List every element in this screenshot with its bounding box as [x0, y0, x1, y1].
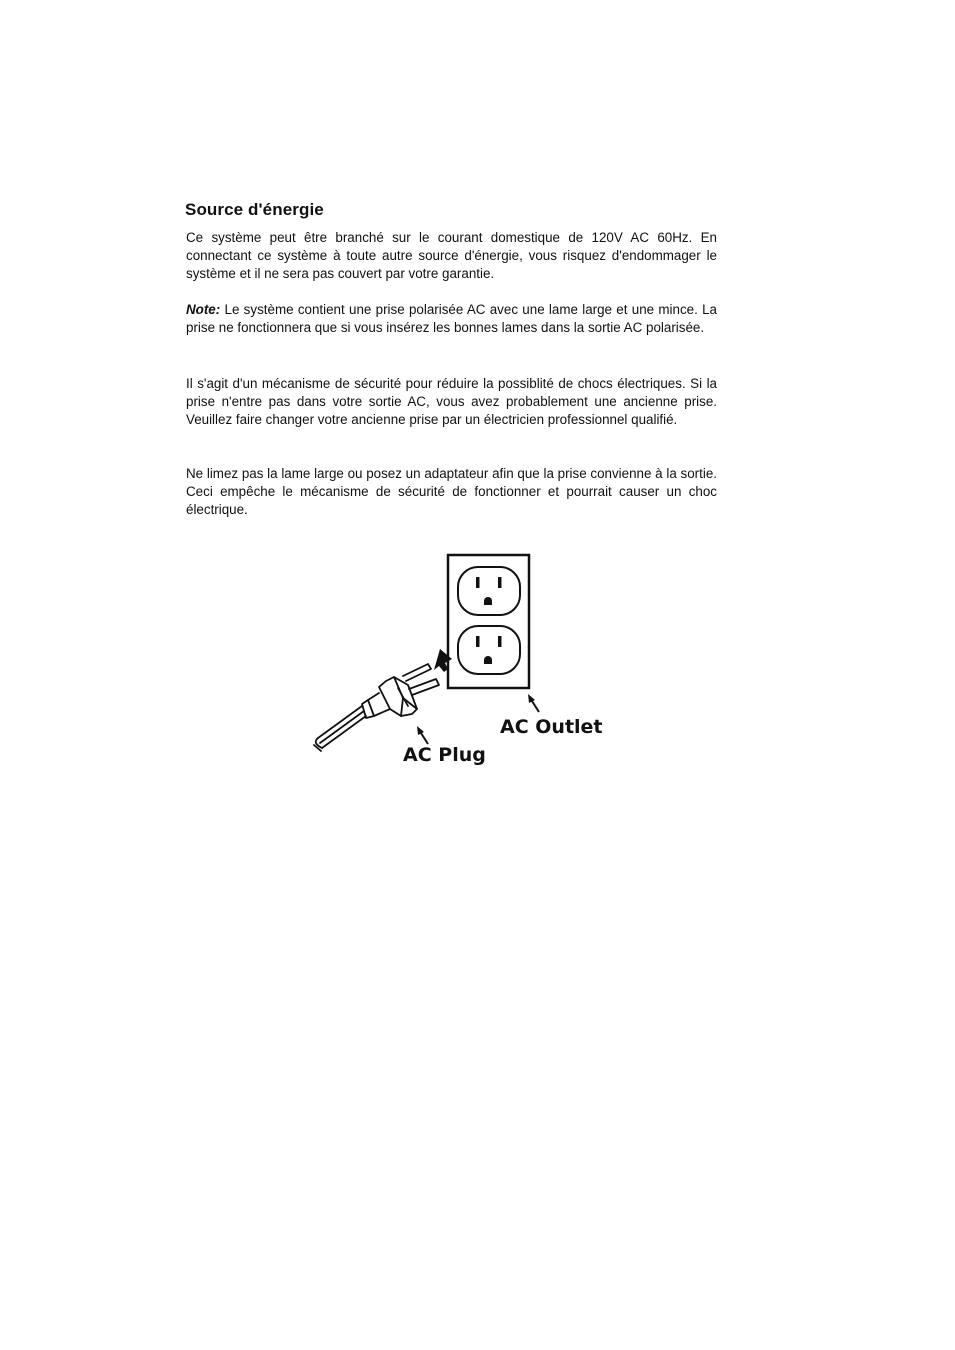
ac-outlet-illustration: [448, 555, 529, 688]
paragraph-power-supply: Ce système peut être branché sur le courant domestique de 120V AC 60Hz. En connectant ce système à toute autre source d'énergie, vous risquez d'endommager le système et il ne sera pas couvert par votre garantie.: [186, 230, 717, 282]
ac-plug-illustration: [314, 664, 439, 751]
note-label: Note:: [186, 302, 221, 317]
paragraph-safety-mechanism: Il s'agit d'un mécanisme de sécurité pour réduire la possiblité de chocs électriques. Si la prise n'entre pas dans votre sortie AC, vous avez probablement une ancienne prise. Veuillez faire changer votre ancienne prise par un électricien professionnel qualifié.: [186, 376, 717, 428]
ac-outlet-label: AC Outlet: [500, 716, 603, 738]
paragraph-warning: Ne limez pas la lame large ou posez un adaptateur afin que la prise convienne à la sortie. Ceci empêche le mécanisme de sécurité de fonctionner et pourrait causer un choc électrique.: [186, 466, 717, 518]
paragraph-note: [186, 301, 717, 337]
note-text: Le système contient une prise polarisée AC avec une lame large et une mince. La prise ne fonctionnera que si vous insérez les bonnes lames dans la sortie AC polarisée.: [186, 302, 717, 336]
insertion-arrow-icon: [434, 649, 452, 672]
section-title: Source d'énergie: [185, 200, 324, 219]
plug-outlet-figure: [300, 548, 620, 778]
ac-plug-label: AC Plug: [403, 744, 486, 766]
